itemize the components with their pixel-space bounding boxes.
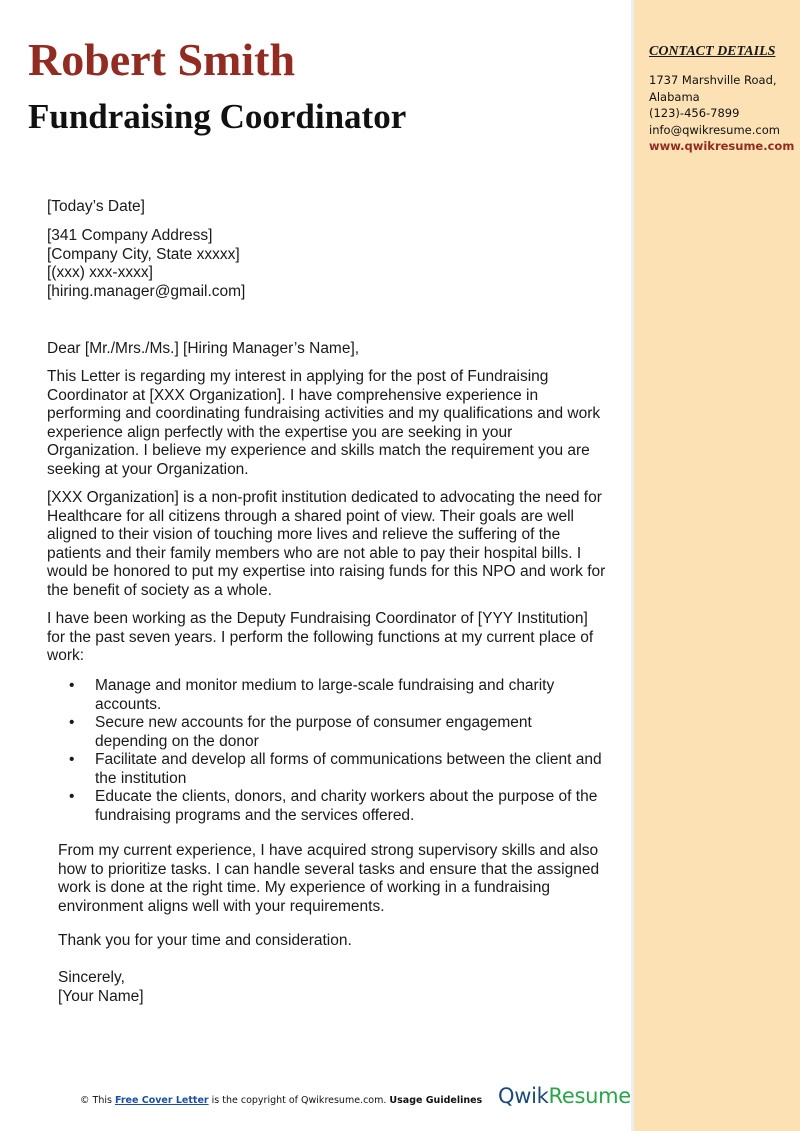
paragraph-intro: This Letter is regarding my interest in applying for the post of Fundraising Coordinator at [XXX Organization]. I have comprehensive experience in performing and coordinating fundraising activities and my qualifications and work experience align perfectly with the expertise you are seeking in your Organization. I believe my experience and skills match the requirement you are seeking at your Organization. xyxy=(47,368,601,478)
bullet-icon: • xyxy=(69,751,75,768)
list-item xyxy=(47,751,607,788)
copyright-footer xyxy=(80,1095,482,1106)
recipient-email: [hiring.manager@gmail.com] xyxy=(47,282,246,300)
usage-guidelines-link[interactable]: Usage Guidelines xyxy=(389,1095,483,1106)
contact-address-line1: 1737 Marshville Road, xyxy=(649,73,777,87)
list-item xyxy=(47,677,607,714)
closing-block xyxy=(58,969,144,1006)
recipient-address: [341 Company Address] xyxy=(47,227,213,244)
contact-sidebar xyxy=(631,0,800,1131)
logo-part-resume: Resume xyxy=(548,1084,631,1108)
list-item-text: Manage and monitor medium to large-scale fundraising and charity accounts. xyxy=(95,677,555,713)
contact-email: info@qwikresume.com xyxy=(649,122,780,137)
contact-address-line2: Alabama xyxy=(649,89,700,104)
thanks-line: Thank you for your time and consideration. xyxy=(58,932,352,949)
applicant-name: Robert Smith xyxy=(28,34,296,85)
logo-part-qwik: Qwik xyxy=(498,1084,549,1108)
bullet-icon: • xyxy=(69,677,75,694)
contact-website-link[interactable]: www.qwikresume.com xyxy=(649,139,795,153)
list-item xyxy=(47,714,607,751)
paragraph-experience: I have been working as the Deputy Fundraising Coordinator of [YYY Institution] for the past seven years. I perform the following functions at my current place of work: xyxy=(47,610,594,664)
qwikresume-logo xyxy=(498,1084,631,1108)
recipient-phone: [(xxx) xxx-xxxx] xyxy=(47,264,153,281)
contact-heading: CONTACT DETAILS xyxy=(649,44,776,59)
duties-list xyxy=(47,677,607,825)
list-item-text: Educate the clients, donors, and charity workers about the purpose of the fundraising programs and the services offered. xyxy=(95,788,598,824)
bullet-icon: • xyxy=(69,714,75,731)
footer-prefix: This xyxy=(92,1095,112,1106)
paragraph-organization: [XXX Organization] is a non-profit institution dedicated to advocating the need for Healthcare for all citizens through a shared point of view. Their goals are well aligned to their vision of touching more lives and relieve the suffering of the patients and their family members who are not able to pay their hospital bills. I would be honored to put my expertise into raising funds for this NPO and work for the benefit of society as a whole. xyxy=(47,489,606,599)
contact-details xyxy=(649,72,794,155)
bullet-icon: • xyxy=(69,788,75,805)
paragraph-skills: From my current experience, I have acquired strong supervisory skills and also how to prioritize tasks. I can handle several tasks and ensure that the assigned work is done at the right time. My experience of working in a fundraising environment aligns well with your requirements. xyxy=(58,842,600,915)
letter-date: [Today’s Date] xyxy=(47,198,145,215)
free-cover-letter-link[interactable]: Free Cover Letter xyxy=(114,1095,209,1106)
recipient-city: [Company City, State xxxxx] xyxy=(47,245,240,263)
list-item-text: Facilitate and develop all forms of communications between the client and the institution xyxy=(95,751,602,787)
signoff: Sincerely, xyxy=(58,969,125,986)
contact-phone: (123)-456-7899 xyxy=(649,106,740,120)
copyright-icon: © xyxy=(80,1095,90,1106)
list-item-text: Secure new accounts for the purpose of consumer engagement depending on the donor xyxy=(95,714,532,750)
list-item xyxy=(47,788,607,825)
job-title: Fundraising Coordinator xyxy=(28,97,407,136)
recipient-address-block xyxy=(47,227,245,301)
footer-middle: is the copyright of Qwikresume.com. xyxy=(211,1095,387,1106)
signature: [Your Name] xyxy=(58,987,144,1005)
salutation: Dear [Mr./Mrs./Ms.] [Hiring Manager’s Name], xyxy=(47,340,360,357)
